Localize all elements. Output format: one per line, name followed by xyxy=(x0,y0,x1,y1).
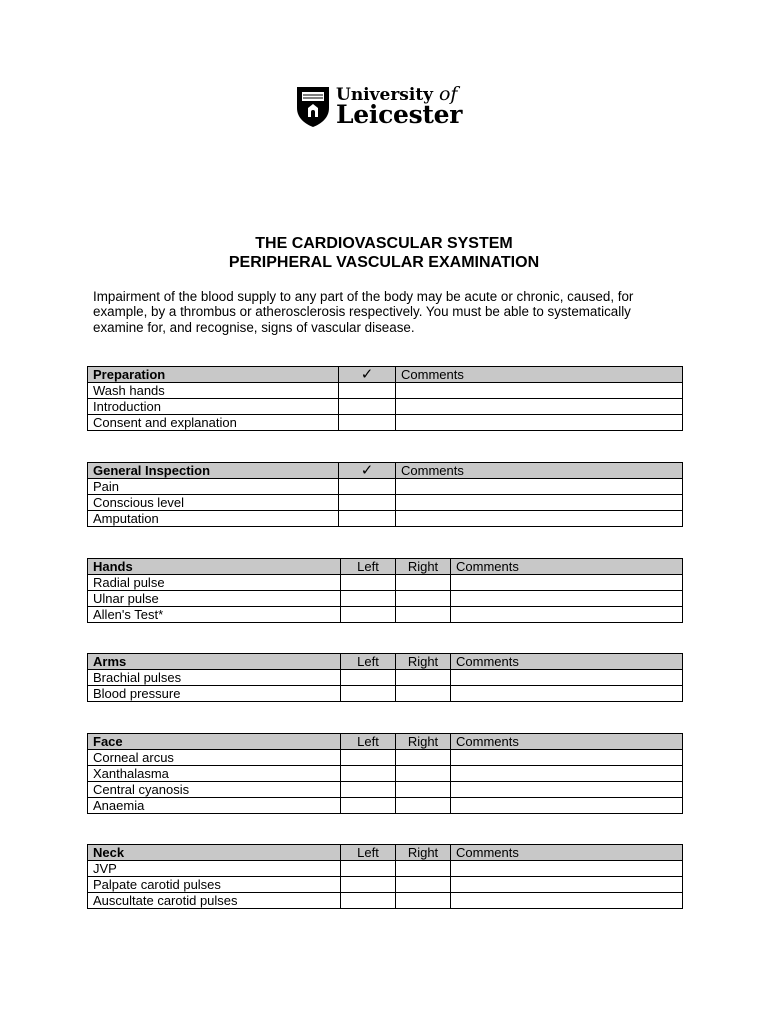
comments-column-header: Comments xyxy=(451,654,683,670)
left-cell[interactable] xyxy=(341,591,396,607)
right-column-header: Right xyxy=(396,654,451,670)
face-table xyxy=(87,733,683,814)
table-row xyxy=(88,607,683,623)
table-row xyxy=(88,575,683,591)
row-label: Blood pressure xyxy=(88,686,341,702)
comments-column-header: Comments xyxy=(451,559,683,575)
comments-cell[interactable] xyxy=(396,415,683,431)
left-cell[interactable] xyxy=(341,782,396,798)
section-header: Preparation xyxy=(88,367,339,383)
table-row xyxy=(88,893,683,909)
row-label: Wash hands xyxy=(88,383,339,399)
table-row xyxy=(88,399,683,415)
comments-cell[interactable] xyxy=(451,607,683,623)
document-titles xyxy=(0,234,768,272)
left-cell[interactable] xyxy=(341,798,396,814)
tick-cell[interactable] xyxy=(339,415,396,431)
tick-cell[interactable] xyxy=(339,511,396,527)
comments-cell[interactable] xyxy=(451,670,683,686)
table-row xyxy=(88,591,683,607)
table-row xyxy=(88,495,683,511)
comments-cell[interactable] xyxy=(451,750,683,766)
comments-column-header: Comments xyxy=(451,734,683,750)
row-label: Palpate carotid pulses xyxy=(88,877,341,893)
section-header: Hands xyxy=(88,559,341,575)
neck-table xyxy=(87,844,683,909)
comments-cell[interactable] xyxy=(451,798,683,814)
table-row xyxy=(88,670,683,686)
row-label: Corneal arcus xyxy=(88,750,341,766)
row-label: Amputation xyxy=(88,511,339,527)
right-cell[interactable] xyxy=(396,893,451,909)
left-cell[interactable] xyxy=(341,893,396,909)
table-row xyxy=(88,861,683,877)
tick-cell[interactable] xyxy=(339,383,396,399)
table-row xyxy=(88,782,683,798)
arms-table xyxy=(87,653,683,702)
table-row xyxy=(88,511,683,527)
table-header-row xyxy=(88,734,683,750)
comments-cell[interactable] xyxy=(396,383,683,399)
row-label: Xanthalasma xyxy=(88,766,341,782)
comments-column-header: Comments xyxy=(451,845,683,861)
row-label: Central cyanosis xyxy=(88,782,341,798)
comments-column-header: Comments xyxy=(396,463,683,479)
table-row xyxy=(88,383,683,399)
row-label: Introduction xyxy=(88,399,339,415)
comments-cell[interactable] xyxy=(396,479,683,495)
comments-cell[interactable] xyxy=(396,511,683,527)
logo-line1: University of xyxy=(336,83,458,105)
section-header: General Inspection xyxy=(88,463,339,479)
table-row xyxy=(88,686,683,702)
page-subtitle: PERIPHERAL VASCULAR EXAMINATION xyxy=(228,254,540,271)
row-label: Consent and explanation xyxy=(88,415,339,431)
left-column-header: Left xyxy=(341,734,396,750)
comments-cell[interactable] xyxy=(451,861,683,877)
left-cell[interactable] xyxy=(341,686,396,702)
right-column-header: Right xyxy=(396,845,451,861)
left-column-header: Left xyxy=(341,559,396,575)
right-cell[interactable] xyxy=(396,575,451,591)
right-cell[interactable] xyxy=(396,766,451,782)
tick-cell[interactable] xyxy=(339,495,396,511)
preparation-table xyxy=(87,366,683,431)
comments-cell[interactable] xyxy=(451,575,683,591)
section-header: Arms xyxy=(88,654,341,670)
table-row xyxy=(88,877,683,893)
page-title: THE CARDIOVASCULAR SYSTEM xyxy=(255,235,513,252)
table-header-row xyxy=(88,845,683,861)
right-cell[interactable] xyxy=(396,591,451,607)
hands-table xyxy=(87,558,683,623)
table-header-row xyxy=(88,654,683,670)
row-label: Radial pulse xyxy=(88,575,341,591)
right-cell[interactable] xyxy=(396,798,451,814)
right-cell[interactable] xyxy=(396,877,451,893)
comments-cell[interactable] xyxy=(396,399,683,415)
row-label: Allen's Test* xyxy=(88,607,341,623)
table-header-row xyxy=(88,367,683,383)
general-inspection-table xyxy=(87,462,683,527)
right-cell[interactable] xyxy=(396,607,451,623)
left-cell[interactable] xyxy=(341,877,396,893)
row-label: Conscious level xyxy=(88,495,339,511)
comments-cell[interactable] xyxy=(396,495,683,511)
table-header-row xyxy=(88,559,683,575)
table-row xyxy=(88,415,683,431)
left-column-header: Left xyxy=(341,845,396,861)
comments-cell[interactable] xyxy=(451,893,683,909)
row-label: Pain xyxy=(88,479,339,495)
left-cell[interactable] xyxy=(341,575,396,591)
right-cell[interactable] xyxy=(396,861,451,877)
comments-column-header: Comments xyxy=(396,367,683,383)
left-cell[interactable] xyxy=(341,750,396,766)
left-cell[interactable] xyxy=(341,607,396,623)
intro-paragraph: Impairment of the blood supply to any part of the body may be acute or chronic, caused, for example, by a thrombus or atherosclerosis respectively. You must be able to systematically examine for, and recognise, signs of vascular disease. xyxy=(93,289,634,335)
comments-cell[interactable] xyxy=(451,686,683,702)
tick-cell[interactable] xyxy=(339,399,396,415)
table-header-row xyxy=(88,463,683,479)
right-cell[interactable] xyxy=(396,750,451,766)
university-logo xyxy=(296,84,476,132)
table-row xyxy=(88,798,683,814)
tick-column-header: ✓ xyxy=(339,367,396,383)
right-column-header: Right xyxy=(396,734,451,750)
right-cell[interactable] xyxy=(396,782,451,798)
row-label: Auscultate carotid pulses xyxy=(88,893,341,909)
logo-line2: Leicester xyxy=(336,100,463,129)
university-crest-icon xyxy=(296,86,330,128)
right-cell[interactable] xyxy=(396,670,451,686)
comments-cell[interactable] xyxy=(451,877,683,893)
section-header: Neck xyxy=(88,845,341,861)
row-label: JVP xyxy=(88,861,341,877)
row-label: Ulnar pulse xyxy=(88,591,341,607)
left-cell[interactable] xyxy=(341,670,396,686)
row-label: Brachial pulses xyxy=(88,670,341,686)
comments-cell[interactable] xyxy=(451,782,683,798)
section-header: Face xyxy=(88,734,341,750)
left-cell[interactable] xyxy=(341,766,396,782)
tick-column-header: ✓ xyxy=(339,463,396,479)
left-column-header: Left xyxy=(341,654,396,670)
row-label: Anaemia xyxy=(88,798,341,814)
comments-cell[interactable] xyxy=(451,766,683,782)
left-cell[interactable] xyxy=(341,861,396,877)
right-column-header: Right xyxy=(396,559,451,575)
table-row xyxy=(88,479,683,495)
tick-cell[interactable] xyxy=(339,479,396,495)
right-cell[interactable] xyxy=(396,686,451,702)
table-row xyxy=(88,766,683,782)
comments-cell[interactable] xyxy=(451,591,683,607)
table-row xyxy=(88,750,683,766)
